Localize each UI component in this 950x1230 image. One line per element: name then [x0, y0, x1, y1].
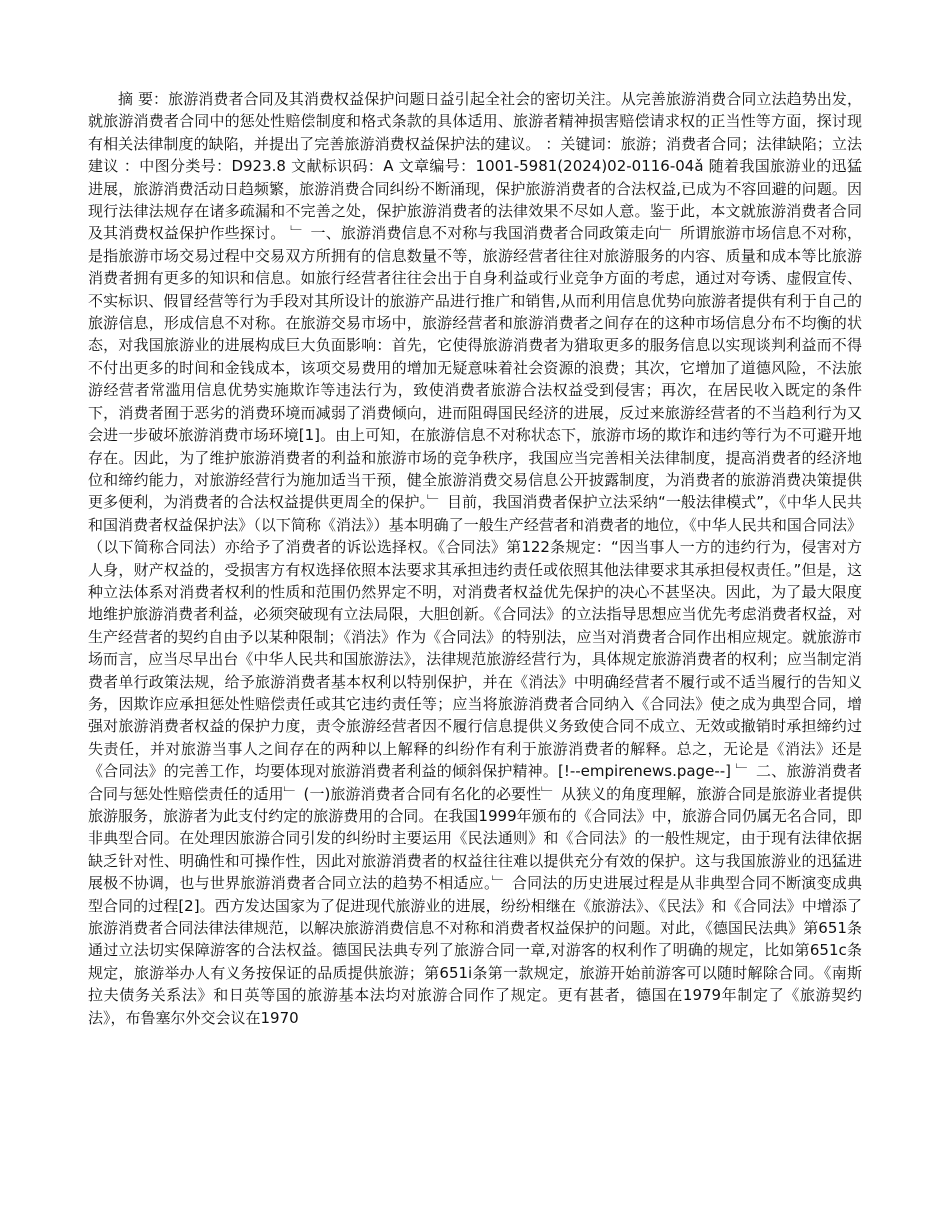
- document-body-text: 摘 要：旅游消费者合同及其消费权益保护问题日益引起全社会的密切关注。从完善旅游消费合同立法趋势出发，就旅游消费者合同中的惩处性赔偿制度和格式条款的具体适用、旅游者精神损害赔偿请求权的正当性等方面，探讨现有相关法律制度的缺陷，并提出了完善旅游消费权益保护法的建议。 ：关键词：旅游；消费者合同；法律缺陷；立法建议 ：中图分类号：D923.8 文献标识码：A 文章编号：1001-5981(2024)02-0116-04ǎ 随着我国旅游业的迅猛进展，旅游消费活动日趋频繁，旅游消费合同纠纷不断涌现，保护旅游消费者的合法权益,已成为不容回避的问题。因现行法律法规存在诸多疏漏和不完善之处，保护旅游消费者的法律效果不尽如人意。鉴于此，本文就旅游消费者合同及其消费权益保护作些探讨。 ﹂ 一、旅游消费信息不对称与我国消费者合同政策走向﹂ 所谓旅游市场信息不对称，是指旅游市场交易过程中交易双方所拥有的信息数量不等，旅游经营者往往对旅游服务的内容、质量和成本等比旅游消费者拥有更多的知识和信息。如旅行经营者往往会出于自身利益或行业竞争方面的考虑，通过对夸诱、虚假宣传、不实标识、假冒经营等行为手段对其所设计的旅游产品进行推广和销售,从而利用信息优势向旅游者提供有利于自己的旅游信息，形成信息不对称。在旅游交易市场中，旅游经营者和旅游消费者之间存在的这种市场信息分布不均衡的状态，对我国旅游业的进展构成巨大负面影响：首先，它使得旅游消费者为猎取更多的服务信息以实现谈判利益而不得不付出更多的时间和金钱成本，该项交易费用的增加无疑意味着社会资源的浪费；其次，它增加了道德风险，不法旅游经营者常滥用信息优势实施欺诈等违法行为，致使消费者旅游合法权益受到侵害；再次，在居民收入既定的条件下，消费者囿于恶劣的消费环境而减弱了消费倾向，进而阻碍国民经济的进展，反过来旅游经营者的不当趋利行为又会进一步破坏旅游消费市场环境[1]。由上可知，在旅游信息不对称状态下，旅游市场的欺诈和违约等行为不可避开地存在。因此，为了维护旅游消费者的利益和旅游市场的竞争秩序，我国应当完善相关法律制度，提高消费者的经济地位和缔约能力，对旅游经营行为施加适当干预，健全旅游消费交易信息公开披露制度，为消费者的旅游消费决策提供更多便利，为消费者的合法权益提供更周全的保护。﹂ 目前，我国消费者保护立法采纳“一般法律模式”，《中华人民共和国消费者权益保护法》（以下简称《消法》）基本明确了一般生产经营者和消费者的地位，《中华人民共和国合同法》（以下简称合同法）亦给予了消费者的诉讼选择权。《合同法》第122条规定：“因当事人一方的违约行为，侵害对方人身，财产权益的，受损害方有权选择依照本法要求其承担违约责任或依照其他法律要求其承担侵权责任。”但是，这种立法体系对消费者权利的性质和范围仍然界定不明，对消费者权益优先保护的决心不甚坚决。因此，为了最大限度地维护旅游消费者利益，必须突破现有立法局限，大胆创新。《合同法》的立法指导思想应当优先考虑消费者权益，对生产经营者的契约自由予以某种限制；《消法》作为《合同法》的特别法，应当对消费者合同作出相应规定。就旅游市场而言，应当尽早出台《中华人民共和国旅游法》，法律规范旅游经营行为，具体规定旅游消费者的权利；应当制定消费者单行政策法规，给予旅游消费者基本权利以特别保护，并在《消法》中明确经营者不履行或不适当履行的告知义务，因欺诈应承担惩处性赔偿责任或其它违约责任等；应当将旅游消费者合同纳入《合同法》使之成为典型合同，增强对旅游消费者权益的保护力度，责令旅游经营者因不履行信息提供义务致使合同不成立、无效或撤销时承担缔约过失责任，并对旅游当事人之间存在的两种以上解释的纠纷作有利于旅游消费者的解释。总之，无论是《消法》还是《合同法》的完善工作，均要体现对旅游消费者利益的倾斜保护精神。[!--empirenews.page--] ﹂ 二、旅游消费者合同与惩处性赔偿责任的适用﹂ (一)旅游消费者合同有名化的必要性﹂ 从狭义的角度理解，旅游合同是旅游业者提供旅游服务，旅游者为此支付约定的旅游费用的合同。在我国1999年颁布的《合同法》中，旅游合同仍属无名合同，即非典型合同。在处理因旅游合同引发的纠纷时主要运用《民法通则》和《合同法》的一般性规定，由于现有法律依据缺乏针对性、明确性和可操作性，因此对旅游消费者的权益往往难以提供充分有效的保护。这与我国旅游业的迅猛进展极不协调，也与世界旅游消费者合同立法的趋势不相适应。﹂ 合同法的历史进展过程是从非典型合同不断演变成典型合同的过程[2]。西方发达国家为了促进现代旅游业的进展，纷纷相继在《旅游法》、《民法》和《合同法》中增添了旅游消费者合同法律法律规范，以解决旅游消费信息不对称和消费者权益保护的问题。对此，《德国民法典》第651条通过立法切实保障游客的合法权益。德国民法典专列了旅游合同一章,对游客的权利作了明确的规定，比如第651c条规定，旅游举办人有义务按保证的品质提供旅游；第651i条第一款规定，旅游开始前游客可以随时解除合同。《南斯拉夫债务关系法》和日英等国的旅游基本法均对旅游合同作了规定。更有甚者，德国在1979年制定了《旅游契约法》，布鲁塞尔外交会议在1970: [88, 90, 862, 1027]
- document-page: [88, 88, 862, 1029]
